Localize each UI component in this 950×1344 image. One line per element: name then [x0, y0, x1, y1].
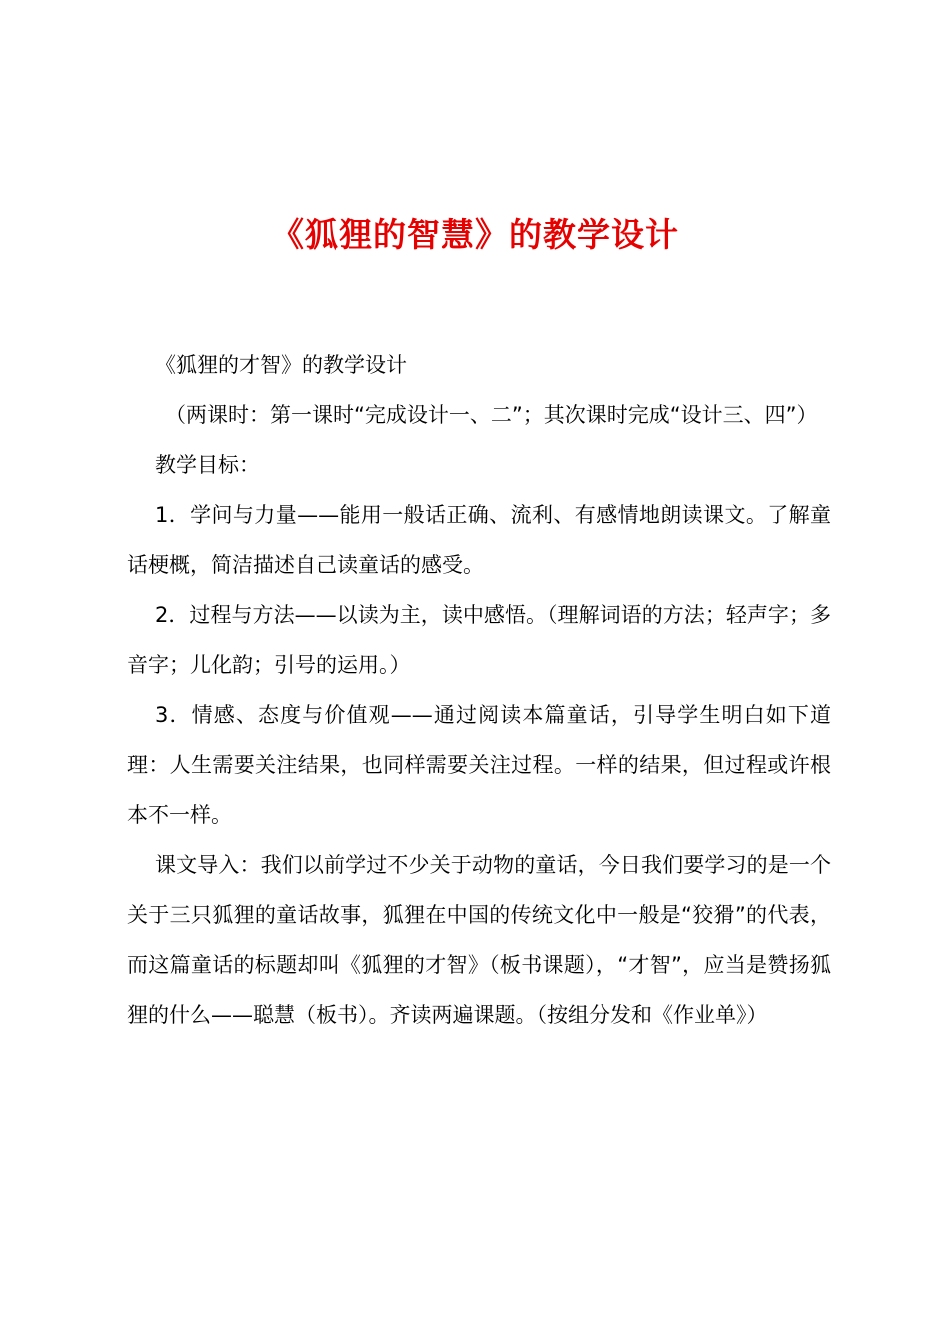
- subtitle-paragraph: 《狐狸的才智》的教学设计: [155, 353, 407, 377]
- objective-1-paragraph: 1．学问与力量——能用一般话正确、流利、有感情地朗读课文。了解童话梗概，简洁描述自己读童话的感受。: [127, 503, 831, 577]
- objectives-heading: 教学目标：: [155, 453, 260, 477]
- lesson-hours-paragraph: （两课时：第一课时“完成设计一、二”；其次课时完成“设计三、四”）: [165, 403, 818, 427]
- lesson-intro-paragraph: 课文导入：我们以前学过不少关于动物的童话，今日我们要学习的是一个关于三只狐狸的童话故事，狐狸在中国的传统文化中一般是“狡猾”的代表，而这篇童话的标题却叫《狐狸的才智》（板书课题），“才智”，应当是赞扬狐狸的什么——聪慧（板书）。齐读两遍课题。（按组分发和《作业单》）: [127, 853, 831, 1027]
- document-title: 《狐狸的智慧》的教学设计: [271, 215, 679, 254]
- document-body: [127, 340, 831, 1040]
- objective-3-paragraph: 3．情感、态度与价值观——通过阅读本篇童话，引导学生明白如下道理：人生需要关注结果，也同样需要关注过程。一样的结果，但过程或许根本不一样。: [127, 703, 831, 827]
- objective-2-paragraph: 2．过程与方法——以读为主，读中感悟。（理解词语的方法；轻声字；多音字；儿化韵；引号的运用。）: [127, 603, 831, 677]
